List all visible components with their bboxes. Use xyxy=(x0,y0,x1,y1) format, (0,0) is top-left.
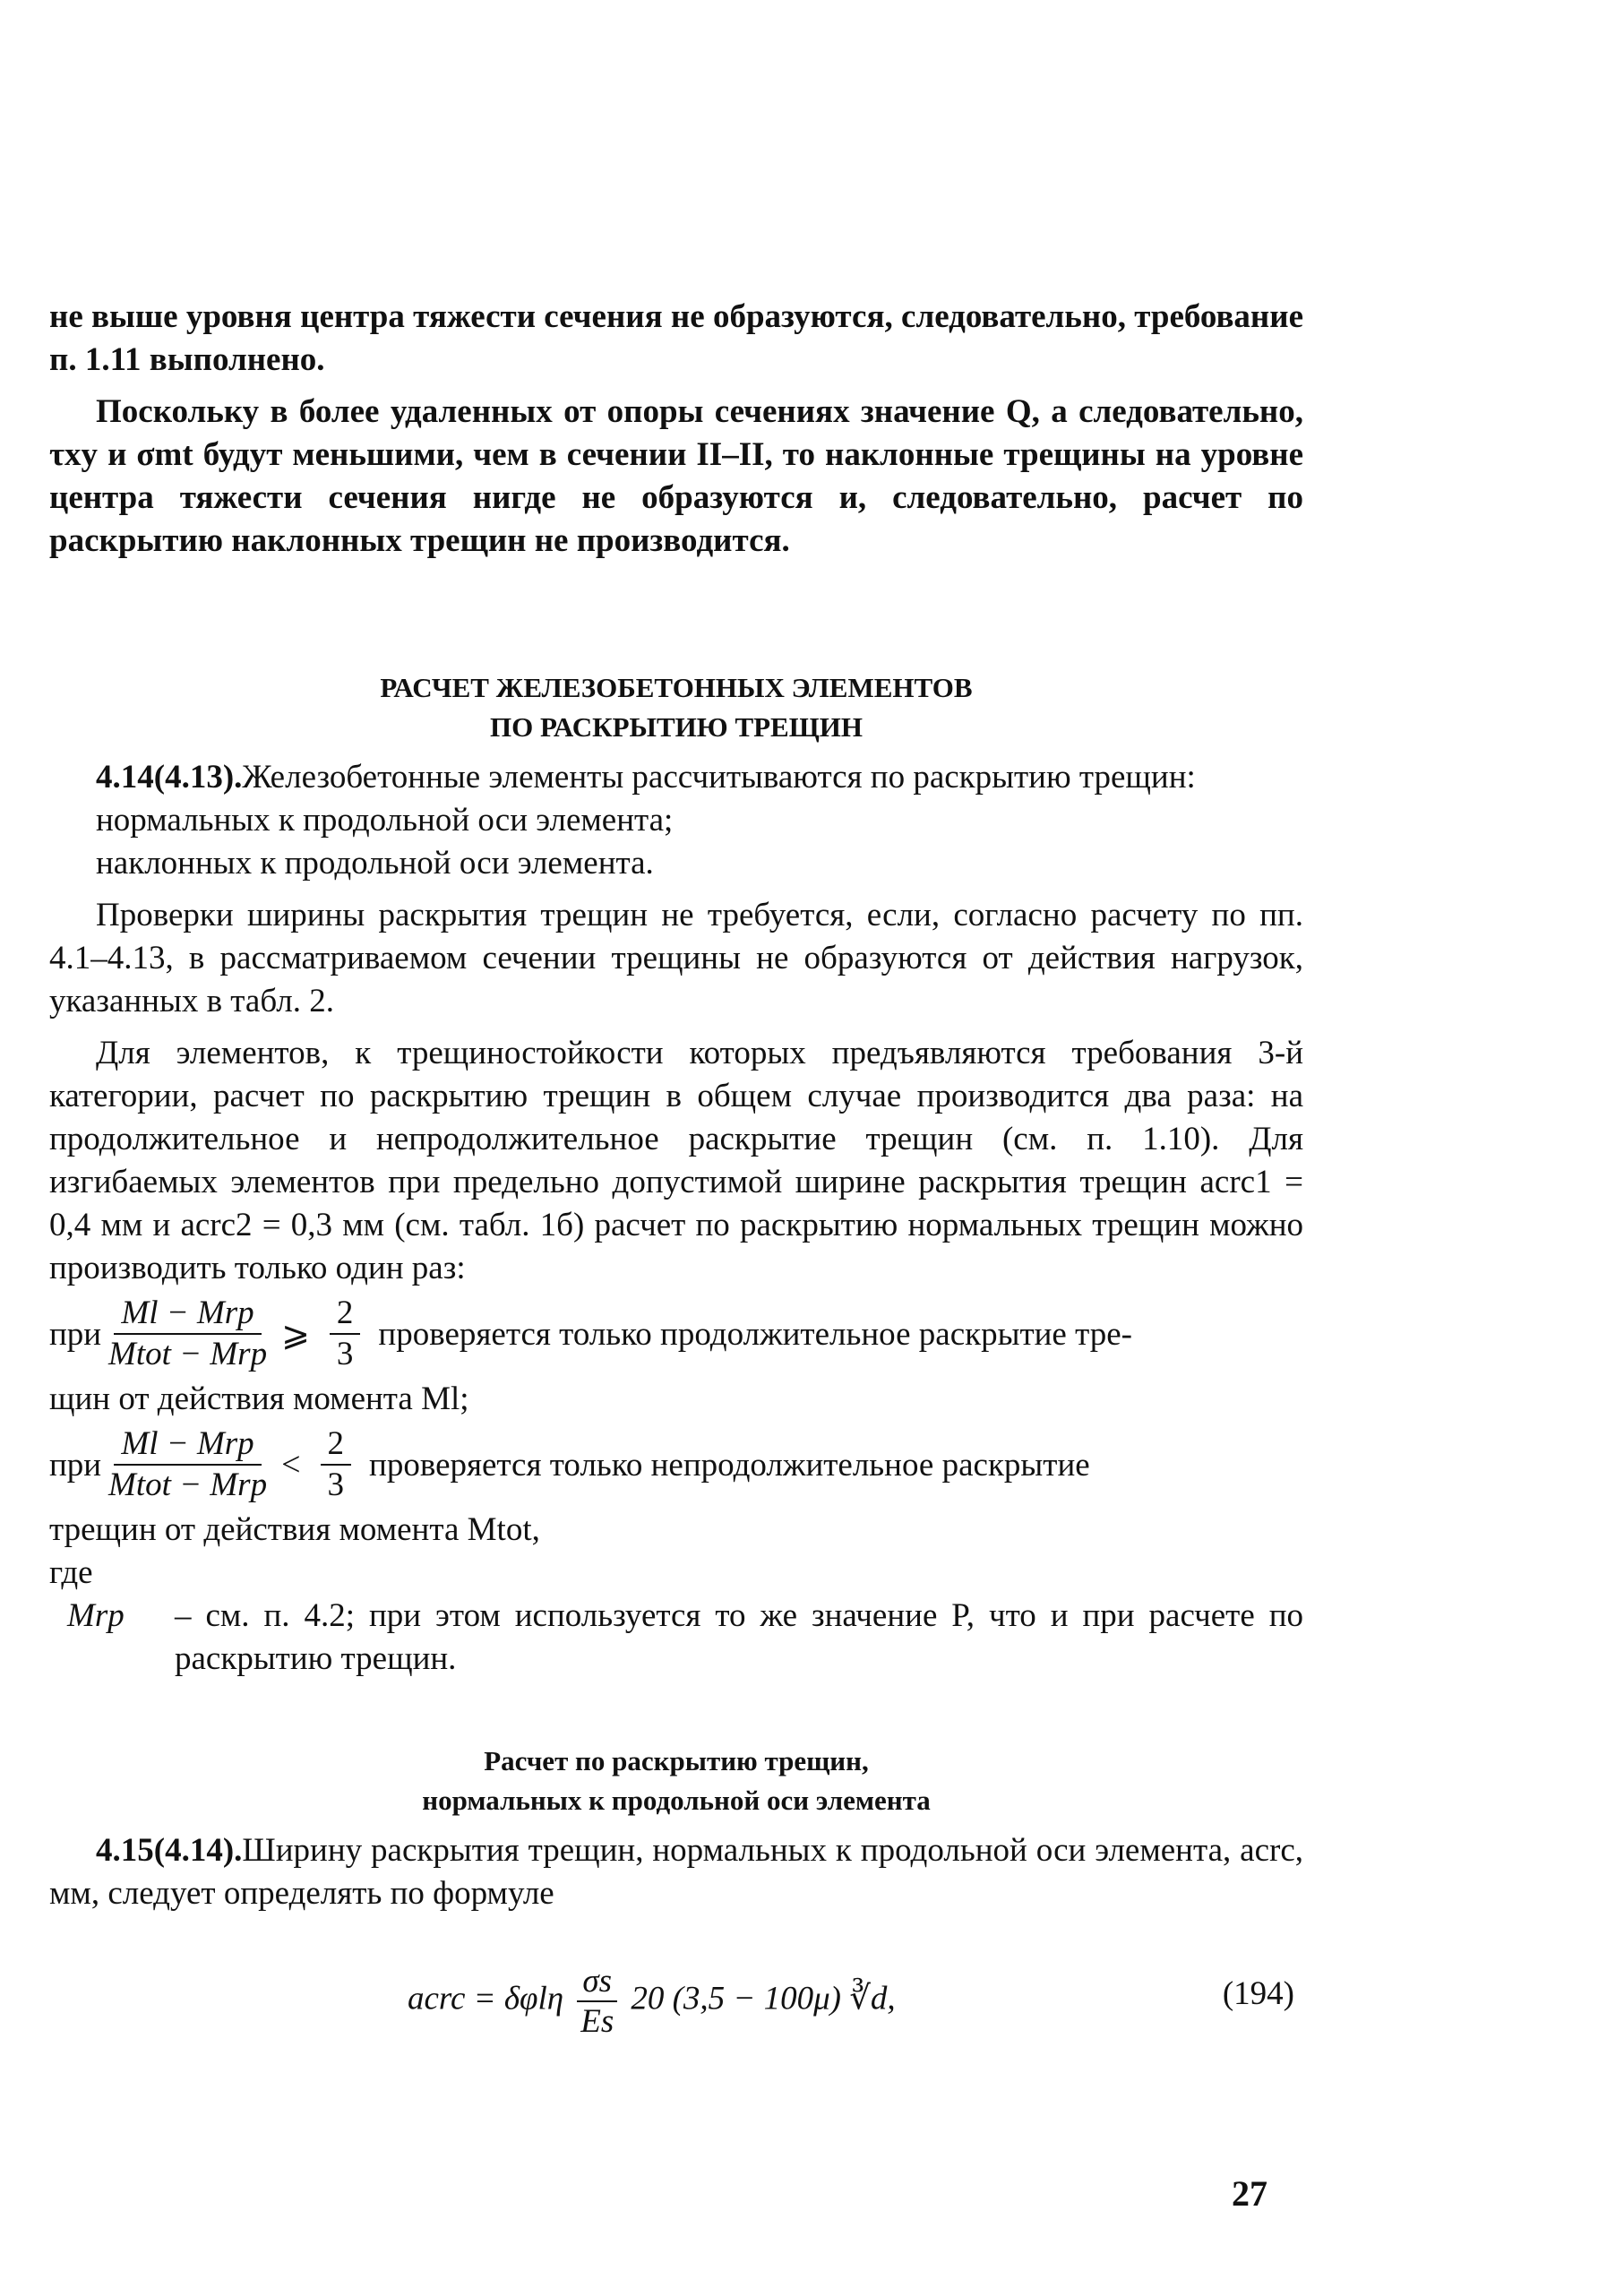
condition-2-ratio-num: 2 xyxy=(321,1424,352,1466)
paragraph-4-15-number: 4.15(4.14). xyxy=(96,1832,243,1869)
paragraph-check: Проверки ширины раскрытия трещин не требуется, если, согласно расчету по пп. 4.1–4.13, в рассматриваемом сечении трещины не образуются от действия нагрузок, указанных в табл. 2. xyxy=(49,897,1303,1019)
condition-1-ratio-den: 3 xyxy=(336,1336,354,1372)
condition-2-numerator: Ml − Mrp xyxy=(114,1424,261,1466)
formula-number: (194) xyxy=(1222,1975,1294,2012)
condition-2-operator: < xyxy=(281,1446,301,1484)
definition-text: – см. п. 4.2; при этом используется то же значение P, что и при расчете по раскрытию трещин. xyxy=(175,1597,1303,1677)
condition-1-ratio xyxy=(330,1294,361,1374)
condition-1-operator: ⩾ xyxy=(281,1315,310,1354)
page-number: 27 xyxy=(1232,2173,1267,2214)
definition-mrp xyxy=(49,1595,1303,1681)
definition-symbol: Mrp xyxy=(67,1597,125,1634)
condition-2-ratio xyxy=(321,1424,352,1505)
formula-rhs: 20 (3,5 − 100μ) ∛d, xyxy=(631,1980,896,2017)
document-page xyxy=(49,296,1303,2043)
intro-paragraph-2: Поскольку в более удаленных от опоры сечениях значение Q, а следовательно, τxy и σmt будут меньшими, чем в сечении II–II, то наклонные трещины на уровне центра тяжести сечения нигде не образуются и, следовательно, расчет по раскрытию наклонных трещин не производится. xyxy=(49,393,1303,559)
where-label: где xyxy=(49,1554,93,1591)
subsection-heading-line-1: Расчет по раскрытию трещин, xyxy=(484,1745,869,1776)
condition-2-denominator: Mtot − Mrp xyxy=(108,1467,268,1503)
condition-2-lead: при xyxy=(49,1446,102,1484)
formula-lhs: acrc = δφlη xyxy=(408,1980,564,2017)
section-heading xyxy=(49,668,1303,747)
paragraph-4-14 xyxy=(49,756,1303,799)
condition-1-text: проверяется только продолжительное раскрытие тре- xyxy=(378,1315,1132,1353)
condition-1-lead: при xyxy=(49,1315,102,1353)
condition-1-continuation: щин от действия момента Ml; xyxy=(49,1381,469,1417)
list-item-inclined: наклонных к продольной оси элемента. xyxy=(96,845,654,882)
formula-194 xyxy=(49,1935,1303,2043)
formula-fraction xyxy=(577,1962,617,2041)
formula-fraction-num: σs xyxy=(577,1962,617,2002)
condition-1-denominator: Mtot − Mrp xyxy=(108,1336,268,1372)
formula-fraction-den: Es xyxy=(580,2003,614,2040)
paragraph-4-15-text: Ширину раскрытия трещин, нормальных к продольной оси элемента, acrc, мм, следует определять по формуле xyxy=(49,1832,1303,1912)
condition-2-continuation: трещин от действия момента Mtot, xyxy=(49,1511,540,1548)
condition-2-fraction xyxy=(101,1424,274,1505)
subsection-heading xyxy=(49,1742,1303,1820)
section-heading-line-1: РАСЧЕТ ЖЕЛЕЗОБЕТОННЫХ ЭЛЕМЕНТОВ xyxy=(380,672,973,703)
condition-2-text: проверяется только непродолжительное раскрытие xyxy=(369,1446,1090,1484)
paragraph-4-14-text: Железобетонные элементы рассчитываются по раскрытию трещин: xyxy=(242,759,1196,796)
subsection-heading-line-2: нормальных к продольной оси элемента xyxy=(422,1785,931,1816)
condition-2-ratio-den: 3 xyxy=(327,1467,345,1503)
paragraph-4-14-number: 4.14(4.13). xyxy=(96,759,243,796)
intro-paragraph-1: не выше уровня центра тяжести сечения не образуются, следовательно, требование п. 1.11 выполнено. xyxy=(49,298,1303,378)
list-item-normal: нормальных к продольной оси элемента; xyxy=(96,802,674,839)
section-heading-line-2: ПО РАСКРЫТИЮ ТРЕЩИН xyxy=(489,711,864,743)
formula-expression xyxy=(408,1962,896,2041)
paragraph-elements: Для элементов, к трещиностойкости которых предъявляются требования 3-й категории, расчет по раскрытию трещин в общем случае производится два раза: на продолжительное и непродолжительное раскрытие трещин (см. п. 1.10). Для изгибаемых элементов при предельно допустимой ширине раскрытия трещин acrc1 = 0,4 мм и acrc2 = 0,3 мм (см. табл. 1б) расчет по раскрытию нормальных трещин можно производить только один раз: xyxy=(49,1035,1303,1286)
paragraph-4-15 xyxy=(49,1829,1303,1915)
condition-1-fraction xyxy=(101,1294,274,1374)
condition-1 xyxy=(49,1294,1303,1374)
condition-2 xyxy=(49,1424,1303,1505)
condition-1-ratio-num: 2 xyxy=(330,1294,361,1335)
condition-1-numerator: Ml − Mrp xyxy=(114,1294,261,1335)
